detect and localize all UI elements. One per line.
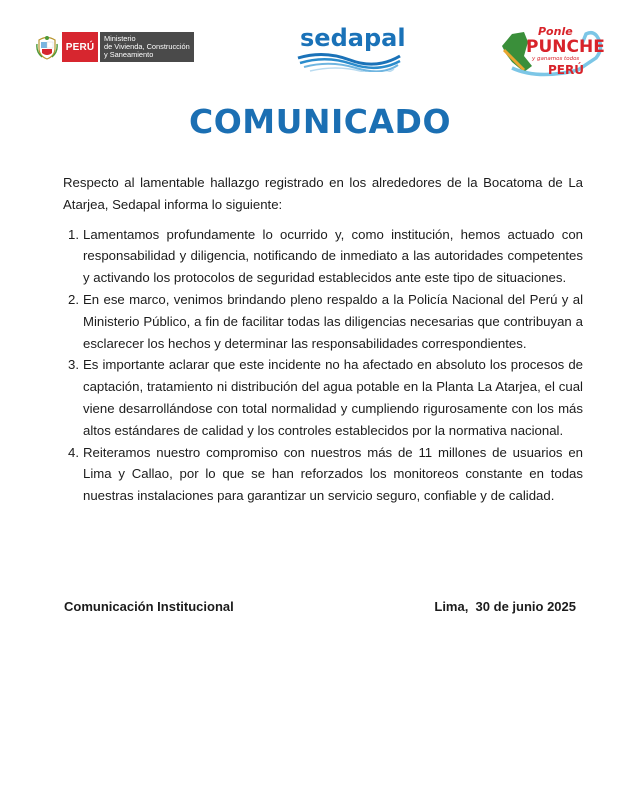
water-waves-icon [296, 52, 402, 72]
document-title: COMUNICADO [188, 102, 451, 141]
peru-coat-of-arms-icon [36, 34, 58, 60]
punche-text: PUNCHE [526, 37, 605, 57]
list-text: Es importante aclarar que este incidente no ha afectado en absoluto los procesos de captación, tratamiento ni distribución del agua potable en la Planta La Atarjea, el cual viene desarrollándose con total normalidad y cumpliendo rigurosamente con los más altos estándares de calidad y los controles establecidos por la normativa nacional. [83, 357, 583, 438]
statement-list [63, 224, 583, 507]
list-number: 2. [68, 291, 79, 307]
ministry-line-2: de Vivienda, Construcción [104, 42, 190, 51]
list-number: 1. [68, 226, 79, 242]
list-item [68, 289, 583, 354]
ganamos-text: y ganamos todos [532, 56, 580, 62]
sedapal-wordmark: sedapal [300, 24, 406, 52]
ponle-text: Ponle [538, 25, 573, 38]
list-item [68, 442, 583, 507]
document-body [63, 172, 583, 507]
peru-badge: PERÚ [62, 32, 98, 62]
list-number: 4. [68, 444, 79, 460]
ministry-line-3: y Saneamiento [104, 50, 154, 59]
list-text: Lamentamos profundamente lo ocurrido y, como institución, hemos actuado con responsabilidad y diligencia, notificando de inmediato a las autoridades competentes y activando los protocolos de seguridad establecidos ante este tipo de situaciones. [83, 226, 583, 286]
ministry-line-1: Ministerio [104, 34, 136, 43]
ponle-punche-peru-logo [498, 18, 606, 80]
list-item [68, 354, 583, 441]
peru-text: PERÚ [548, 63, 584, 77]
list-number: 3. [68, 357, 79, 373]
ministry-logo [36, 32, 194, 62]
place-date: Lima, 30 de junio 2025 [434, 599, 576, 614]
sedapal-logo [296, 24, 406, 72]
list-item [68, 224, 583, 289]
list-text: En ese marco, venimos brindando pleno respaldo a la Policía Nacional del Perú y al Ministerio Público, a fin de facilitar todas las diligencias necesarias que contribuyan a esclarecer los hechos y determinar las responsabilidades correspondientes. [83, 291, 583, 351]
list-text: Reiteramos nuestro compromiso con nuestros más de 11 millones de usuarios en Lima y Callao, por lo que se han reforzados los monitoreos constante en todas nuestras instalaciones para garantizar un servicio seguro, confiable y de calidad. [83, 444, 583, 504]
intro-paragraph: Respecto al lamentable hallazgo registrado en los alrededores de la Bocatoma de La Atarjea, Sedapal informa lo siguiente: [63, 175, 583, 212]
letterhead [0, 0, 640, 90]
signature: Comunicación Institucional [64, 599, 234, 614]
ministry-name [100, 32, 194, 62]
